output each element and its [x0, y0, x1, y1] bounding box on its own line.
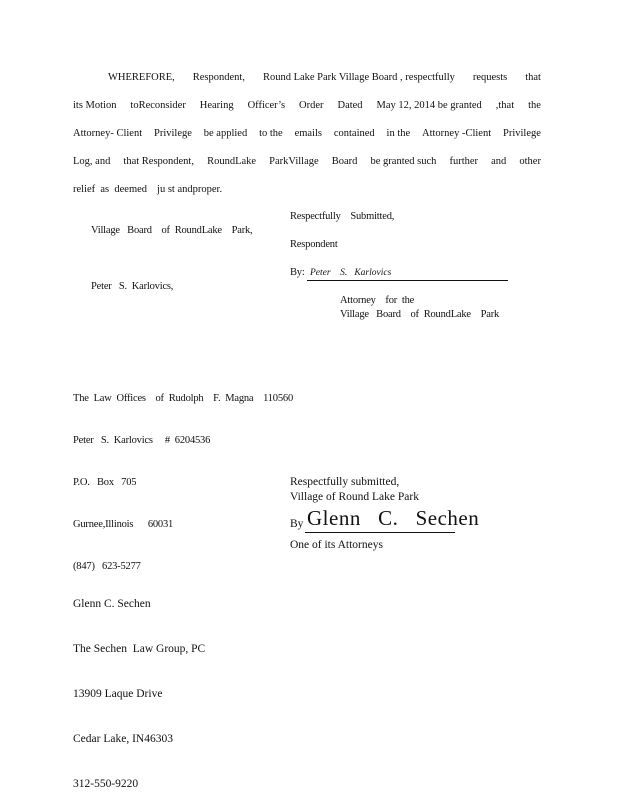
law-offices-line: (847) 623-5277 — [73, 561, 141, 572]
law-offices-block — [73, 364, 293, 588]
law-offices-line: Peter S. Karlovics # 6204536 — [73, 435, 211, 446]
paragraph-line-4 — [73, 148, 541, 176]
karlovics-signature: Peter S. Karlovics — [310, 268, 392, 278]
word: relief as deemed — [73, 184, 148, 195]
word: Round Lake Park Village Board , respectfully — [262, 72, 455, 83]
word: Log, and — [73, 156, 111, 167]
by-label-2: By — [290, 518, 304, 530]
word: that — [525, 72, 541, 83]
word: Board — [331, 156, 358, 167]
word: contained — [333, 128, 375, 139]
attorney-for-label: Attorney for the — [340, 295, 415, 306]
word: other — [519, 156, 541, 167]
word: ParkVillage — [269, 156, 319, 167]
word: to the — [259, 128, 283, 139]
village-board-label: Village Board of RoundLake Park, — [91, 225, 253, 236]
word: be applied — [203, 128, 248, 139]
word: WHEREFORE, — [108, 72, 175, 83]
word: RoundLake — [207, 156, 257, 167]
paragraph-line-5 — [73, 176, 541, 204]
attorney-for-org: Village Board of RoundLake Park — [340, 309, 500, 320]
by-label-1: By: — [290, 267, 305, 278]
sechen-address-block — [73, 567, 205, 807]
word: ju st andproper. — [157, 184, 223, 195]
word: Privilege — [153, 128, 192, 139]
address-line: 13909 Laque Drive — [73, 688, 163, 700]
word: Privilege — [503, 128, 541, 139]
wherefore-paragraph — [73, 64, 541, 204]
paragraph-line-3 — [73, 120, 541, 148]
role-label: One of its Attorneys — [290, 539, 383, 551]
word: the — [528, 100, 541, 111]
word: toReconsider — [130, 100, 186, 111]
respondent-label: Respondent — [290, 239, 338, 250]
word: in the — [386, 128, 411, 139]
word: Attorney -Client — [422, 128, 492, 139]
paragraph-line-1 — [73, 64, 541, 92]
address-line: 312-550-9220 — [73, 778, 139, 790]
law-offices-line: P.O. Box 705 — [73, 477, 137, 488]
word: requests — [472, 72, 508, 83]
law-offices-line: The Law Offices of Rudolph F. Magna 110560 — [73, 393, 294, 404]
word: Respondent, — [192, 72, 245, 83]
word: Order — [299, 100, 324, 111]
word: Hearing — [199, 100, 234, 111]
word: be granted such — [370, 156, 437, 167]
respectfully-submitted-1: Respectfully Submitted, — [290, 211, 395, 222]
signer-name: Peter S. Karlovics, — [91, 281, 174, 292]
law-offices-line: Gurnee,Illinois 60031 — [73, 519, 174, 530]
respectfully-submitted-2: Respectfully submitted, — [290, 476, 400, 488]
word: further — [449, 156, 479, 167]
paragraph-line-2 — [73, 92, 541, 120]
word: Dated — [337, 100, 363, 111]
word: emails — [294, 128, 322, 139]
address-line: Glenn C. Sechen — [73, 598, 151, 610]
address-line: Cedar Lake, IN46303 — [73, 733, 173, 745]
word: its Motion — [73, 100, 117, 111]
word: and — [491, 156, 507, 167]
word: Attorney- Client — [73, 128, 143, 139]
address-line: The Sechen Law Group, PC — [73, 643, 206, 655]
sechen-signature: Glenn C. Sechen — [307, 506, 480, 530]
word: that Respondent, — [123, 156, 194, 167]
word: May 12, 2014 be granted — [376, 100, 482, 111]
word: Officer’s — [247, 100, 286, 111]
word: ,that — [495, 100, 515, 111]
village-label: Village of Round Lake Park — [290, 491, 419, 503]
